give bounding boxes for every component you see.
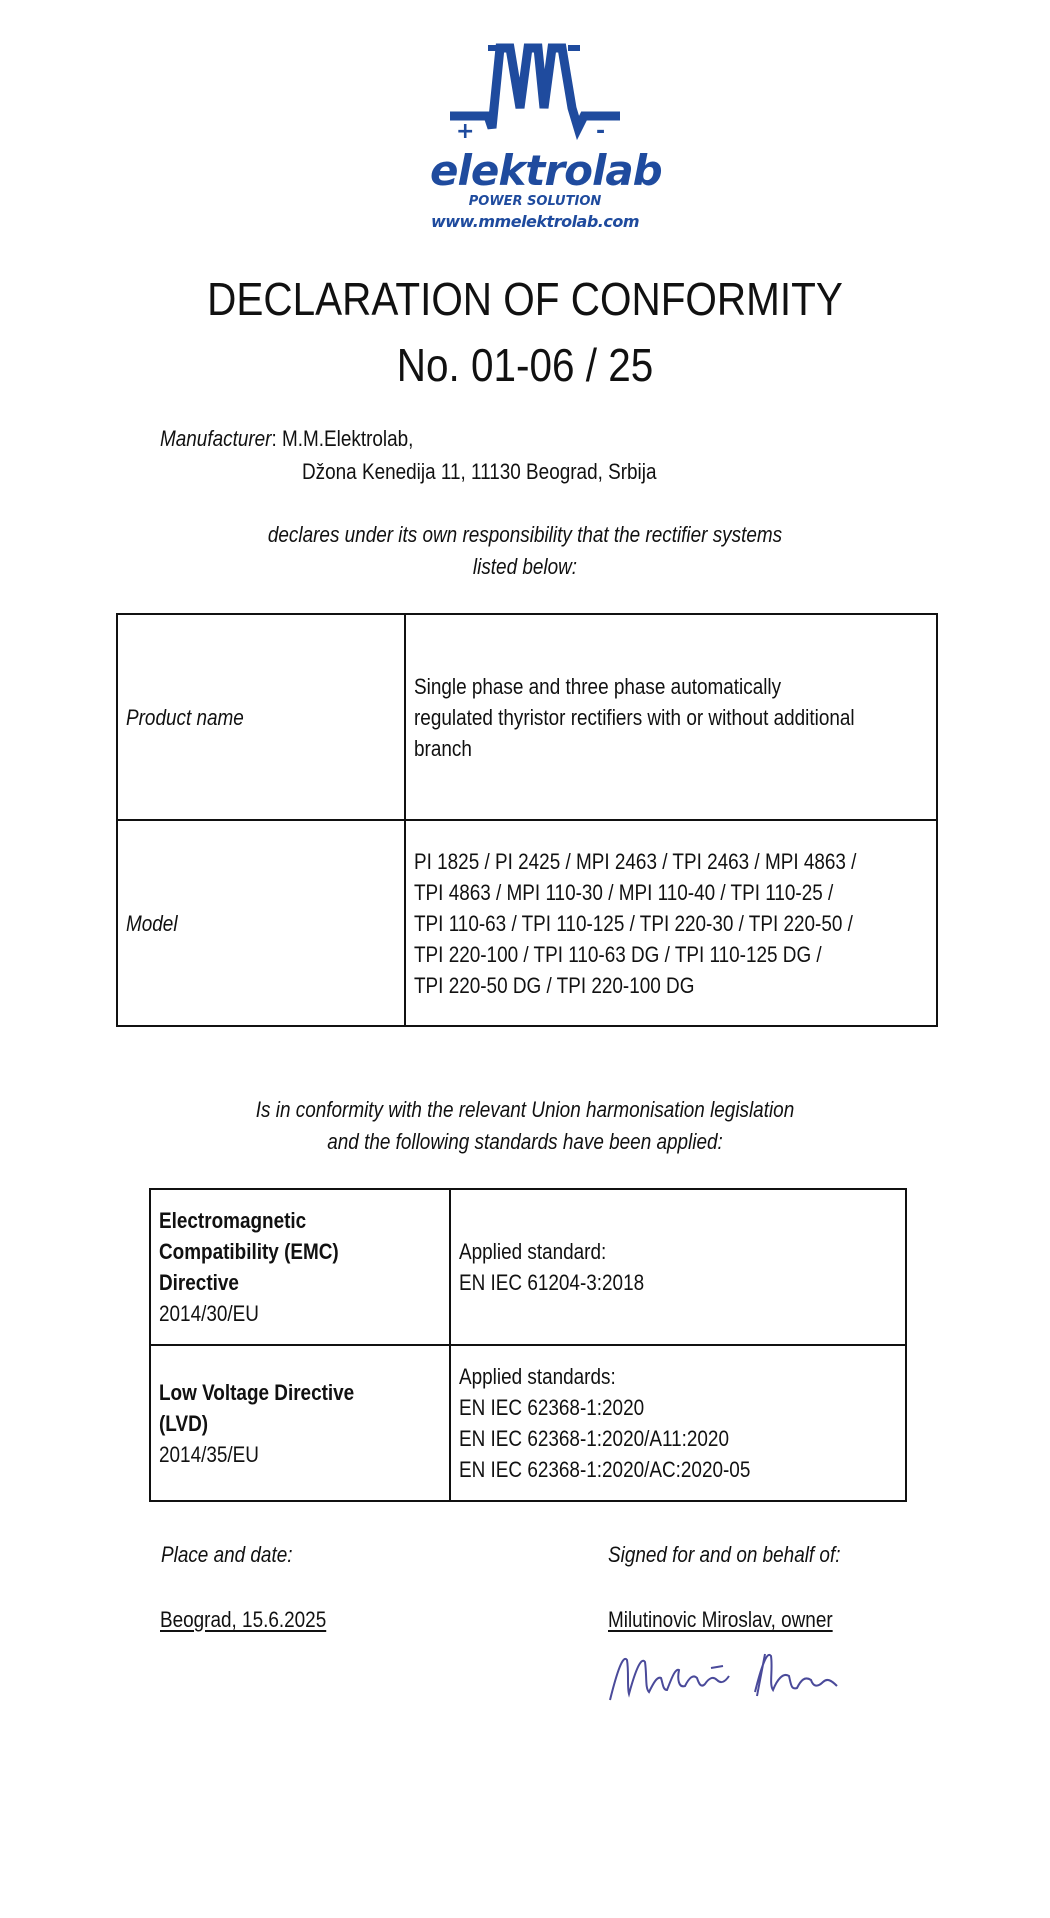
model-value-cell [405,820,937,1026]
lvd-title-line: (LVD) [159,1410,209,1436]
lvd-standard: EN IEC 62368-1:2020/A11:2020 [459,1426,729,1451]
emc-standards-cell [450,1189,906,1345]
signature-icon [605,1632,855,1712]
manufacturer-line [160,428,413,450]
emc-ref: 2014/30/EU [159,1301,259,1326]
signed-label: Signed for and on behalf of: [608,1542,841,1567]
model-row [117,820,937,1026]
emc-row [150,1189,906,1345]
standards-table [149,1188,907,1502]
manufacturer-address: Džona Kenedija 11, 11130 Beograd, Srbija [302,459,657,484]
logo-tagline: POWER SOLUTION [468,194,602,209]
declares-line-2: listed below: [472,554,578,579]
signer-name: Milutinovic Miroslav, owner [608,1607,833,1632]
model-line: TPI 220-50 DG / TPI 220-100 DG [413,972,694,998]
logo-brand: elektrolab [430,146,662,195]
emc-directive-cell [150,1189,450,1345]
lvd-directive-cell [150,1345,450,1501]
lvd-standard: EN IEC 62368-1:2020 [459,1395,645,1420]
product-name-line: Single phase and three phase automatically [413,673,781,699]
minus-symbol: - [596,119,606,144]
lvd-row [150,1345,906,1501]
manufacturer-separator: : [271,426,277,451]
lvd-ref: 2014/35/EU [159,1441,259,1467]
product-name-row [117,614,937,820]
lvd-standards-cell [450,1345,906,1501]
document-title: DECLARATION OF CONFORMITY [207,273,843,325]
product-name-line: regulated thyristor rectifiers with or without additional [413,704,855,730]
emc-applied-label: Applied standard: [459,1239,607,1264]
model-label: Model [126,910,178,936]
emc-title-line: Electromagnetic [159,1208,307,1233]
manufacturer-name: M.M.Elektrolab, [282,426,414,451]
lvd-title-line: Low Voltage Directive [159,1379,355,1405]
product-name-line: branch [413,735,472,761]
place-date-label: Place and date: [161,1542,293,1567]
conformity-line-1: Is in conformity with the relevant Union harmonisation legislation [255,1097,795,1122]
model-line: TPI 4863 / MPI 110-30 / MPI 110-40 / TPI 110-25 / [413,879,833,905]
mm-logo-icon [448,38,623,150]
product-name-value-cell [405,614,937,820]
model-line: TPI 110-63 / TPI 110-125 / TPI 220-30 / TPI 220-50 / [413,910,853,936]
model-label-cell [117,820,405,1026]
manufacturer-label: Manufacturer [160,426,272,451]
model-line: PI 1825 / PI 2425 / MPI 2463 / TPI 2463 / MPI 4863 / [413,848,856,874]
model-line: TPI 220-100 / TPI 110-63 DG / TPI 110-125 DG / [413,941,822,967]
plus-symbol: + [456,119,475,144]
conformity-line-2: and the following standards have been applied: [327,1129,723,1154]
declares-line-1: declares under its own responsibility that the rectifier systems [267,522,783,547]
company-logo [430,38,662,238]
lvd-standard: EN IEC 62368-1:2020/AC:2020-05 [459,1457,751,1482]
document-number: No. 01-06 / 25 [396,339,654,391]
product-name-label: Product name [126,704,244,730]
emc-title-line: Directive [159,1270,239,1295]
place-date-value: Beograd, 15.6.2025 [160,1607,327,1632]
emc-standard: EN IEC 61204-3:2018 [459,1270,645,1295]
emc-title-line: Compatibility (EMC) [159,1239,339,1264]
lvd-applied-label: Applied standards: [459,1364,616,1389]
product-table [116,613,938,1027]
logo-url: www.mmelektrolab.com [430,212,640,231]
product-name-label-cell [117,614,405,820]
